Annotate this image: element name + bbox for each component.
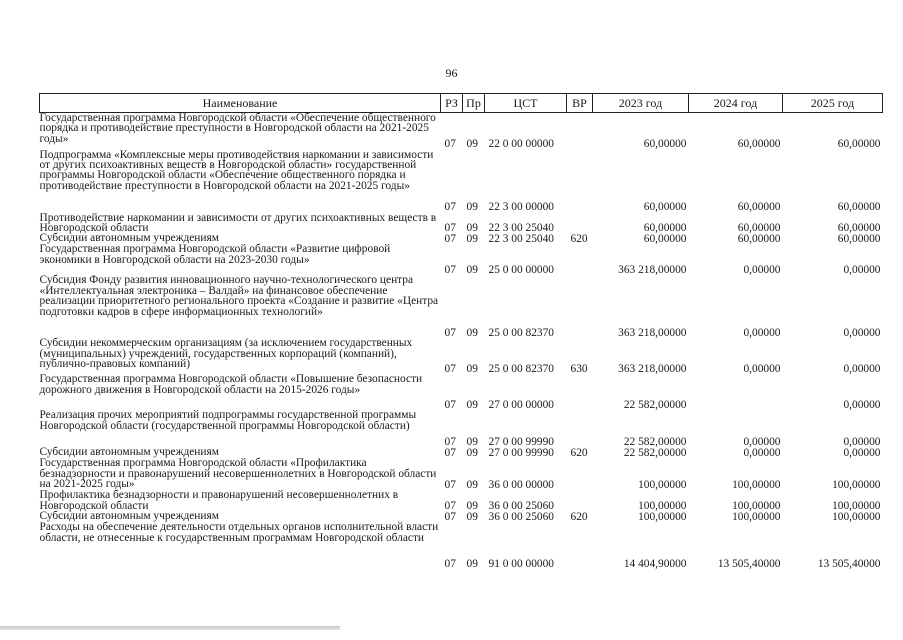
table-row [40, 150, 883, 213]
row-name: Расходы на обеспечение деятельности отдельных органов исполнительной власти области, не отнесенные к государственным программам Новгородской области [39, 521, 439, 544]
row-name: Субсидии автономным учреждениям [39, 232, 219, 245]
row-amount-2023: 60,00000 [643, 201, 687, 214]
row-pr: 09 [466, 398, 478, 411]
row-rz: 07 [444, 398, 456, 411]
row-amount-2025: 100,00000 [832, 478, 881, 491]
table-row [40, 522, 883, 569]
row-rz: 07 [444, 362, 456, 375]
row-vr [567, 150, 593, 213]
table-row [40, 275, 883, 338]
row-rz: 07 [444, 138, 456, 151]
row-rz: 07 [444, 221, 456, 234]
row-rz: 07 [444, 510, 456, 523]
row-vr [567, 410, 593, 447]
row-name: Субсидии некоммерческим организациям (за исключением государственных (муниципальных) учреждений, государственных корпораций (компаний), публично-правовых компаний) [39, 337, 413, 371]
row-amount-2025: 0,00000 [843, 263, 881, 276]
header-rz: РЗ [441, 94, 463, 113]
row-rz: 07 [444, 201, 456, 214]
row-amount-2024: 60,00000 [737, 232, 781, 245]
row-cst: 22 0 00 00000 [488, 138, 554, 151]
table-row [40, 213, 883, 234]
row-pr: 09 [466, 362, 478, 375]
table-row [40, 374, 883, 410]
row-amount-2024: 0,00000 [743, 362, 781, 375]
row-amount-2024: 100,00000 [732, 499, 781, 512]
row-amount-2023: 100,00000 [638, 478, 687, 491]
row-pr: 09 [466, 557, 478, 570]
table-body [40, 113, 883, 570]
row-rz: 07 [444, 263, 456, 276]
header-2025: 2025 год [783, 94, 883, 113]
row-vr [567, 490, 593, 511]
budget-table [39, 93, 883, 569]
header-2023: 2023 год [593, 94, 689, 113]
row-pr: 09 [466, 232, 478, 245]
row-name: Государственная программа Новгородской области «Развитие цифровой экономики в Новгородской области на 2023-2030 годы» [39, 243, 391, 266]
row-pr: 09 [466, 326, 478, 339]
row-amount-2024: 13 505,40000 [717, 557, 781, 570]
row-name: Государственная программа Новгородской области «Повышение безопасности дорожного движения в Новгородской области на 2015-2026 годы» [39, 373, 423, 396]
row-amount-2023: 60,00000 [643, 221, 687, 234]
row-amount-2024: 60,00000 [737, 138, 781, 151]
table-row [40, 244, 883, 275]
row-amount-2023: 363 218,00000 [618, 326, 687, 339]
row-amount-2025: 100,00000 [832, 510, 881, 523]
row-pr: 09 [466, 510, 478, 523]
row-vr [567, 275, 593, 338]
row-vr [567, 113, 593, 150]
header-name: Наименование [40, 94, 441, 113]
row-amount-2025: 60,00000 [837, 201, 881, 214]
header-cst: ЦСТ [485, 94, 567, 113]
row-name: Противодействие наркомании и зависимости от других психоактивных веществ в Новгородской области [39, 211, 437, 234]
row-name: Субсидия Фонду развития инновационного научно-технологического центра «Интеллектуальная электроника – Валдай» на финансовое обеспечение реализации приоритетного регионального проекта «Создание и развитие «Центра подготовки кадров в сфере информационных технологий» [39, 274, 439, 318]
scan-edge-shadow [0, 626, 340, 630]
row-rz: 07 [444, 478, 456, 491]
row-cst: 25 0 00 00000 [488, 263, 554, 276]
row-pr: 09 [466, 221, 478, 234]
row-cst: 22 3 00 25040 [488, 232, 554, 245]
row-amount-2024: 100,00000 [732, 510, 781, 523]
row-amount-2025: 60,00000 [837, 221, 881, 234]
row-amount-2023: 100,00000 [638, 510, 687, 523]
row-amount-2025: 0,00000 [843, 362, 881, 375]
row-cst: 25 0 00 82370 [488, 362, 554, 375]
row-amount-2023: 22 582,00000 [623, 435, 687, 448]
row-cst: 27 0 00 00000 [488, 398, 554, 411]
table-row [40, 490, 883, 511]
row-vr [567, 522, 593, 569]
row-pr: 09 [466, 478, 478, 491]
header-vr: ВР [567, 94, 593, 113]
row-amount-2024: 0,00000 [743, 263, 781, 276]
row-amount-2024: 0,00000 [743, 446, 781, 459]
row-amount-2025: 13 505,40000 [817, 557, 881, 570]
row-name: Государственная программа Новгородской области «Обеспечение общественного порядка и противодействие преступности в Новгородской области на 2021-2025 годы» [39, 112, 436, 145]
row-pr: 09 [466, 201, 478, 214]
table-row [40, 338, 883, 374]
row-amount-2025: 100,00000 [832, 499, 881, 512]
row-vr: 620 [570, 510, 588, 523]
row-pr: 09 [466, 446, 478, 459]
row-amount-2023: 60,00000 [643, 232, 687, 245]
row-vr: 620 [570, 232, 588, 245]
row-cst: 25 0 00 82370 [488, 326, 554, 339]
row-amount-2025: 0,00000 [843, 435, 881, 448]
row-cst: 36 0 00 00000 [488, 478, 554, 491]
row-amount-2023: 100,00000 [638, 499, 687, 512]
table-header-row [40, 94, 883, 113]
header-2024: 2024 год [689, 94, 783, 113]
row-name: Реализация прочих мероприятий подпрограммы государственной программы Новгородской области (государственной программы Новгородской области) [39, 409, 417, 432]
row-pr: 09 [466, 263, 478, 276]
row-rz: 07 [444, 446, 456, 459]
row-vr: 630 [570, 362, 588, 375]
row-amount-2023: 363 218,00000 [618, 362, 687, 375]
row-amount-2023: 22 582,00000 [623, 398, 687, 411]
row-amount-2024: 0,00000 [743, 326, 781, 339]
row-amount-2024: 100,00000 [732, 478, 781, 491]
row-vr [567, 374, 593, 410]
row-name: Государственная программа Новгородской области «Профилактика безнадзорности и правонарушений несовершеннолетних в Новгородской области на 2021-2025 годы» [39, 457, 437, 491]
row-name: Субсидии автономным учреждениям [39, 510, 219, 523]
row-cst: 22 3 00 25040 [488, 221, 554, 234]
table-row [40, 458, 883, 490]
page-number: 96 [445, 66, 458, 80]
row-amount-2025: 0,00000 [843, 326, 881, 339]
row-rz: 07 [444, 557, 456, 570]
row-rz: 07 [444, 435, 456, 448]
row-amount-2024 [689, 374, 783, 410]
table-row [40, 410, 883, 447]
header-pr: Пр [463, 94, 485, 113]
row-rz: 07 [444, 232, 456, 245]
row-amount-2023: 60,00000 [643, 138, 687, 151]
row-name: Субсидии автономным учреждениям [39, 446, 219, 459]
row-pr: 09 [466, 138, 478, 151]
row-amount-2024: 60,00000 [737, 201, 781, 214]
row-vr: 620 [570, 446, 588, 459]
row-cst: 36 0 00 25060 [488, 499, 554, 512]
row-cst: 22 3 00 00000 [488, 201, 554, 214]
row-pr: 09 [466, 499, 478, 512]
row-vr [567, 213, 593, 234]
row-cst: 27 0 00 99990 [488, 446, 554, 459]
row-cst: 36 0 00 25060 [488, 510, 554, 523]
row-amount-2024: 0,00000 [743, 435, 781, 448]
row-amount-2025: 0,00000 [843, 398, 881, 411]
row-amount-2023: 14 404,90000 [623, 557, 687, 570]
table-row [40, 113, 883, 150]
row-rz: 07 [444, 499, 456, 512]
row-amount-2024: 60,00000 [737, 221, 781, 234]
row-amount-2023: 22 582,00000 [623, 446, 687, 459]
row-rz: 07 [444, 326, 456, 339]
row-name: Профилактика безнадзорности и правонарушений несовершеннолетних в Новгородской области [39, 489, 399, 512]
row-name: Подпрограмма «Комплексные меры противодействия наркомании и зависимости от других психоактивных веществ в Новгородской области» государственной программы Новгородской области «Обеспечение общественного порядка и противодействие преступности в Новгородской области на 2021-2025 годы» [39, 148, 434, 192]
row-vr [567, 458, 593, 490]
row-amount-2025: 60,00000 [837, 232, 881, 245]
row-cst: 27 0 00 99990 [488, 435, 554, 448]
row-pr: 09 [466, 435, 478, 448]
row-amount-2025: 60,00000 [837, 138, 881, 151]
row-cst: 91 0 00 00000 [488, 557, 554, 570]
row-amount-2023: 363 218,00000 [618, 263, 687, 276]
row-amount-2025: 0,00000 [843, 446, 881, 459]
row-vr [567, 244, 593, 275]
